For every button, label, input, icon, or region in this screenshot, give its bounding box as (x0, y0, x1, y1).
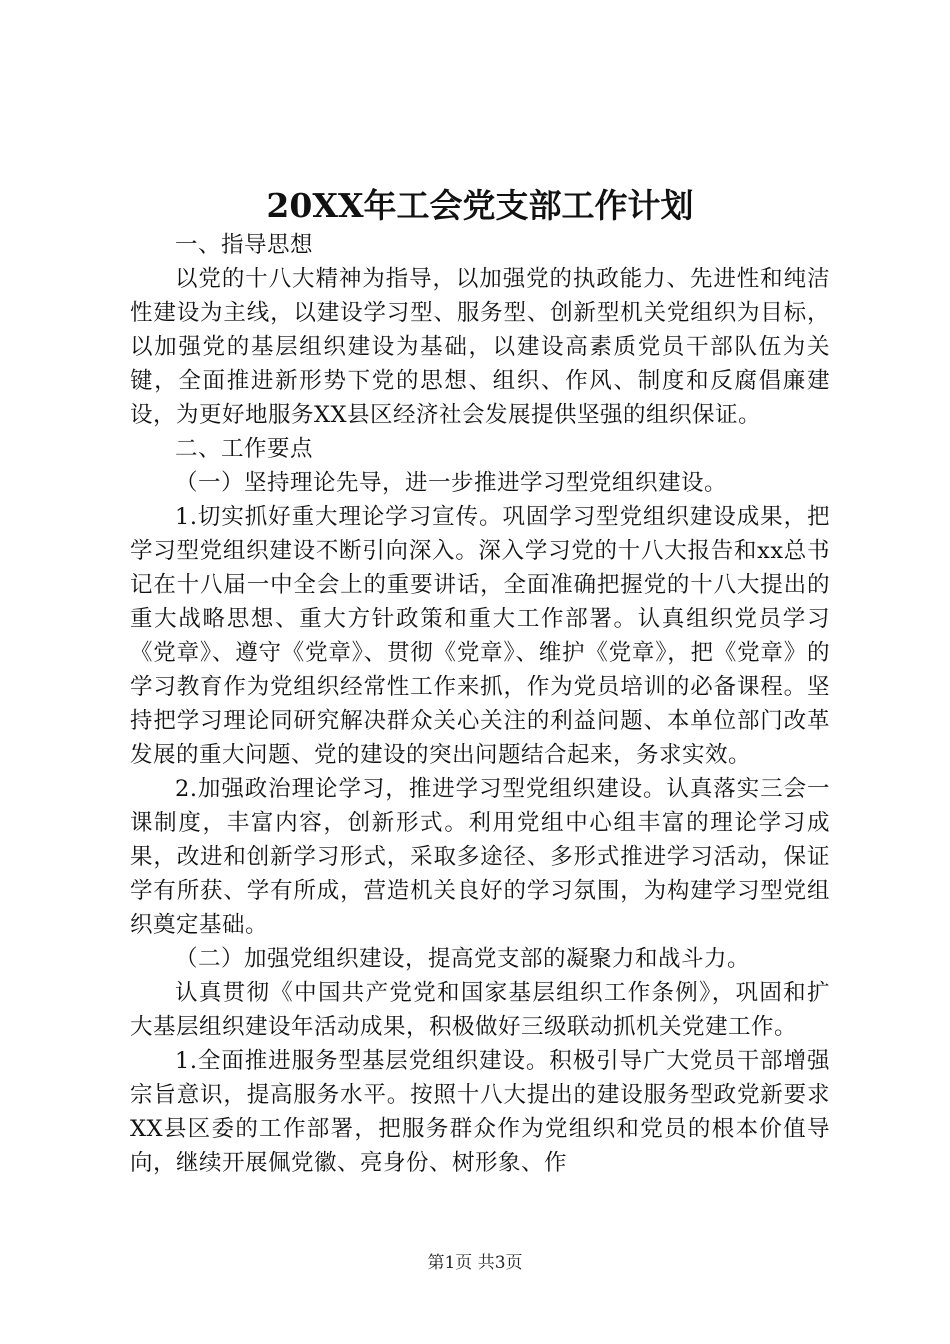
subsection-heading-organization: （二）加强党组织建设，提高党支部的凝聚力和战斗力。 (175, 946, 751, 972)
section-heading-work-points: 二、工作要点 (175, 436, 314, 462)
paragraph-guiding-ideology: 以党的十八大精神为指导，以加强党的执政能力、先进性和纯洁性建设为主线，以建设学习型、服务型、创新型机关党组织为目标，以加强党的基层组织建设为基础，以建设高素质党员干部队伍为关键，全面推进新形势下党的思想、组织、作风、制度和反腐倡廉建设，为更好地服务XX县区经济社会发展提供坚强的组织保证。 (130, 266, 830, 428)
subsection-heading-theory: （一）坚持理论先导，进一步推进学习型党组织建设。 (175, 470, 728, 496)
section-heading-guiding-ideology: 一、指导思想 (175, 232, 314, 258)
paragraph-organization-regulations: 认真贯彻《中国共产党党和国家基层组织工作条例》，巩固和扩大基层组织建设年活动成果，积极做好三级联动抓机关党建工作。 (130, 980, 830, 1040)
paragraph-political-study: 2.加强政治理论学习，推进学习型党组织建设。认真落实三会一课制度，丰富内容，创新形式。利用党组中心组丰富的理论学习成果，改进和创新学习形式，采取多途径、多形式推进学习活动，保证学有所获、学有所成，营造机关良好的学习氛围，为构建学习型党组织奠定基础。 (130, 776, 830, 938)
document-body (130, 228, 830, 1180)
paragraph-service-organization: 1.全面推进服务型基层党组织建设。积极引导广大党员干部增强宗旨意识，提高服务水平。按照十八大提出的建设服务型政党新要求XX县区委的工作部署，把服务群众作为党组织和党员的根本价值导向，继续开展佩党徽、亮身份、树形象、作 (130, 1048, 830, 1176)
paragraph-theory-study: 1.切实抓好重大理论学习宣传。巩固学习型党组织建设成果，把学习型党组织建设不断引向深入。深入学习党的十八大报告和xx总书记在十八届一中全会上的重要讲话，全面准确把握党的十八大提出的重大战略思想、重大方针政策和重大工作部署。认真组织党员学习《党章》、遵守《党章》、贯彻《党章》、维护《党章》，把《党章》的学习教育作为党组织经常性工作来抓，作为党员培训的必备课程。坚持把学习理论同研究解决群众关心关注的利益问题、本单位部门改革发展的重大问题、党的建设的突出问题结合起来，务求实效。 (130, 504, 830, 768)
page-footer: 第1页 共3页 (427, 1253, 523, 1273)
document-title: 20XX年工会党支部工作计划 (266, 186, 694, 225)
